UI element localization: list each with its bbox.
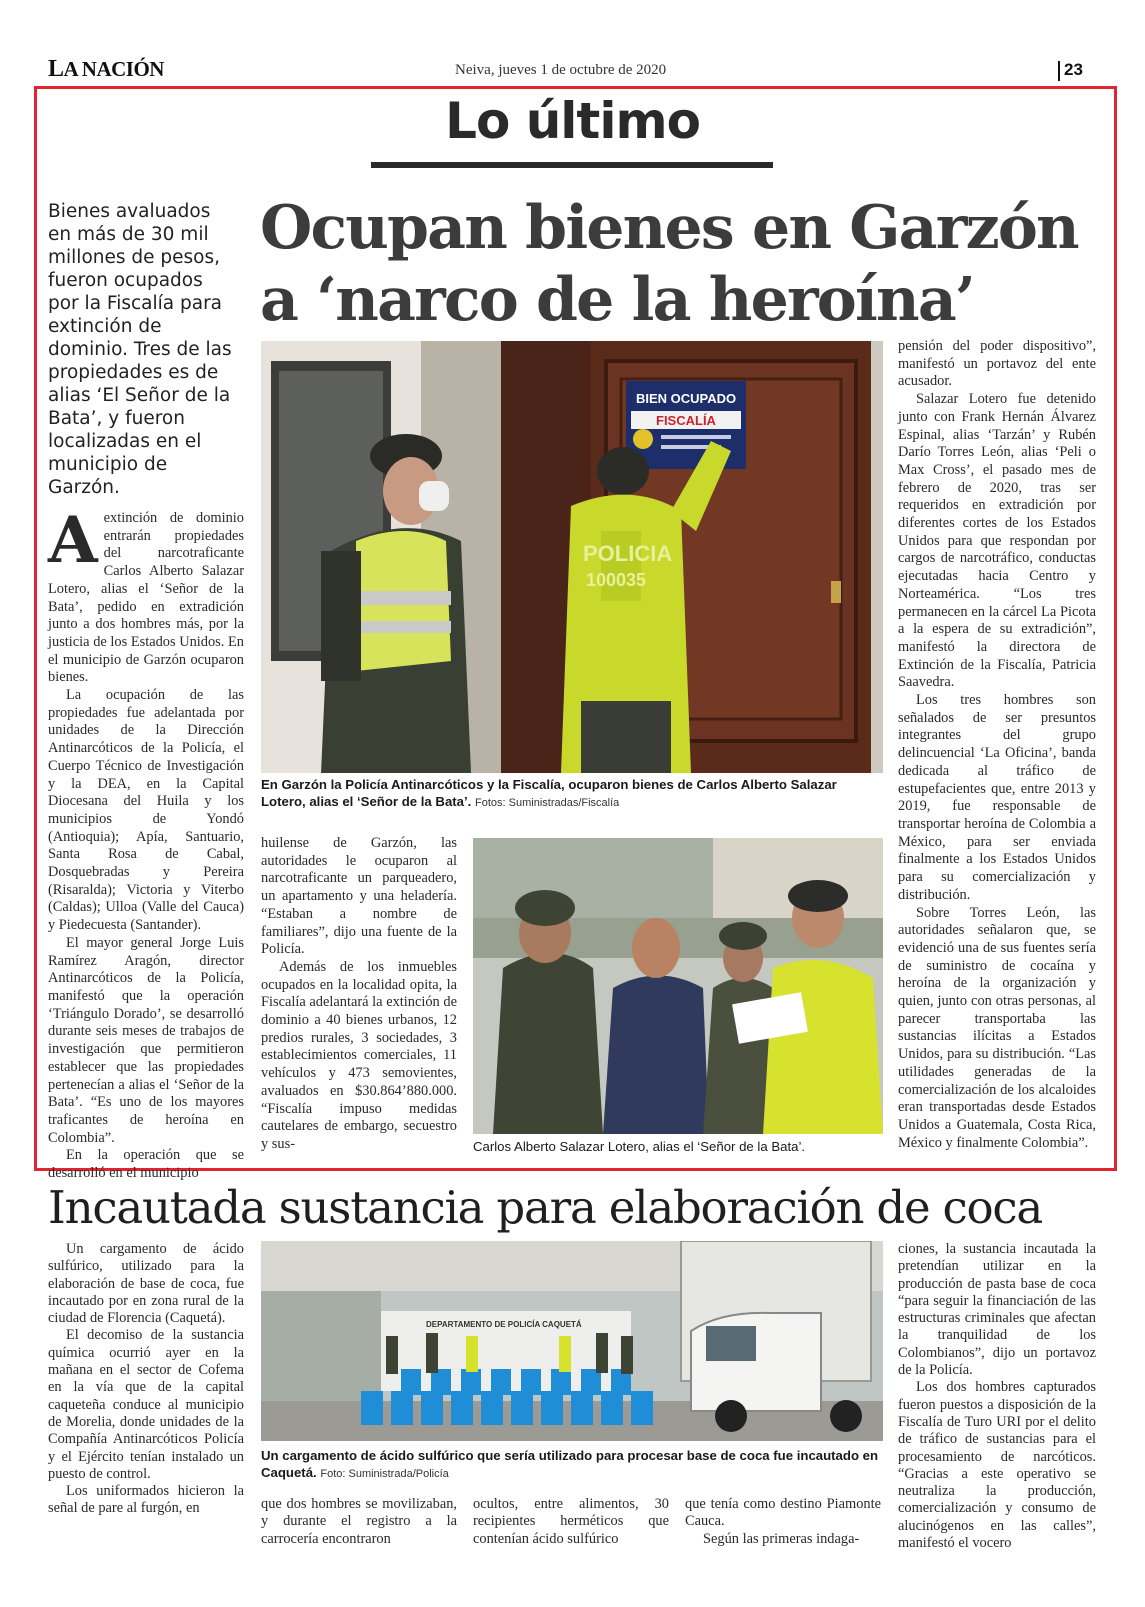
story-column-2 [261, 835, 457, 1154]
paragraph: Salazar Lotero fue detenido junto con Frank Hernán Álvarez Espinal, alias ‘Tarzán’ y Rubén Darío Torres León, alias ‘Peli o Max Cross’, el pasado mes de febrero de 2020, tras ser requeridos en extradición por diferentes cortes de los Estados Unidos para que respondan por cargos de narcotráfico, conductas ejecutadas hacia Centro y Norteamérica. “Los tres permanecen en la cárcel La Picota a la espera de su extradición”, manifestó la directora de Extinción de la Fiscalía, Patricia Saavedra. [898, 391, 1096, 691]
suspect-photo [473, 838, 883, 1134]
paragraph: Los dos hombres capturados fueron puestos a disposición de la Fiscalía de Turo URI por el delito de tráfico de sustancias para el procesamiento de narcóticos. “Gracias a este operativo se neutraliza la producción, comercialización y consumo de alucinógenos en las calles”, manifestó el vocero [898, 1379, 1096, 1552]
photo-caption-3: Un cargamento de ácido sulfúrico que sería utilizado para procesar base de coca fue incautado en Caquetá. Foto: Suministrada/Policía [261, 1448, 879, 1480]
drop-cap: A [48, 503, 98, 578]
second-story-column-3 [473, 1496, 669, 1548]
paragraph: Aextinción de dominio entrarán propiedades del narcotraficante Carlos Alberto Salazar Lotero, alias el ‘Señor de la Bata’, pedido en extradición junto a dos hombres más, por la justicia de los Estados Unidos. En el municipio de Garzón ocuparon bienes. [48, 503, 244, 686]
sign-text-occupied: BIEN OCUPADO [636, 391, 737, 406]
story-headline: Ocupan bienes en Garzón a ‘narco de la heroína’ [260, 193, 1078, 335]
vest-text-number: 100035 [586, 570, 647, 590]
paragraph: pensión del poder dispositivo”, manifestó un portavoz del ente acusador. [898, 338, 1096, 390]
paragraph: La ocupación de las propiedades fue adelantada por unidades de la Dirección Antinarcóticos de la Policía, el Cuerpo Técnico de Investigación y la DEA, en la Capital Diocesana del Huila y los municipios de Yondó (Antioquia); Apía, Santuario, Santa Rosa de Cabal, Dosquebradas y Pereira (Risaralda); Victoria y Viterbo (Caldas); Ulloa (Valle del Cauca) y Piedecuesta (Santander). [48, 687, 244, 934]
section-rule [371, 162, 773, 168]
paragraph: Sobre Torres León, las autoridades señalaron que, se evidenció una de sus fuentes sería de suministro de cocaína y heroína de la organización y quien, junto con otras personas, al parecer transportaba las sustancias ilícitas a Estados Unidos, para su distribución. “Las utilidades generadas de la comercialización de los alcaloides eran transportadas desde Estados Unidos a Guatemala, Costa Rica, México y finalmente Colombia”. [898, 904, 1096, 1151]
second-story-column-4 [685, 1496, 881, 1548]
paragraph: Un cargamento de ácido sulfúrico, utilizado para la elaboración de base de coca, fue incautado por en zona rural de la ciudad de Florencia (Caquetá). [48, 1241, 244, 1327]
paragraph: Según las primeras indaga- [703, 1530, 860, 1547]
photo-credit: Foto: Suministrada/Policía [320, 1468, 449, 1480]
paragraph: El decomiso de la sustancia química ocurrió ayer en la mañana en el sector de Cofema en la vía que de la capital caqueteña conduce al municipio de Morelia, donde unidades de la Compañía Antinarcóticos Policía y el Ejército tenían instalado un puesto de control. [48, 1327, 244, 1482]
vest-text-policia: POLICIA [583, 541, 673, 566]
newspaper-logo: LA NACIÓN [48, 56, 164, 82]
second-story-headline: Incautada sustancia para elaboración de coca [48, 1181, 1043, 1234]
section-title: Lo último [445, 92, 700, 150]
photo-caption-1: En Garzón la Policía Antinarcóticos y la Fiscalía, ocuparon bienes de Carlos Alberto Salazar Lotero, alias el ‘Señor de la Bata’. Fotos: Suministradas/Fiscalía [261, 777, 837, 809]
paragraph: Los uniformados hicieron la señal de pare al furgón, en [48, 1483, 244, 1517]
photo-banner-text: DEPARTAMENTO DE POLICÍA CAQUETÁ [426, 1320, 582, 1329]
second-story-column-2 [261, 1496, 457, 1548]
paragraph: ocultos, entre alimentos, 30 recipientes herméticos que contenían ácido sulfúrico [473, 1496, 669, 1547]
page-number: 23 [1064, 60, 1083, 79]
issue-date: Neiva, jueves 1 de octubre de 2020 [455, 62, 667, 78]
paragraph: Los tres hombres son señalados de ser presuntos integrantes del grupo delincuencial ‘La Oficina’, banda dedicada al tráfico de estupefacientes que, entre 2013 y 2019, fue responsable de transportar heroína de Colombia a México, para ser enviada finalmente a los Estados Unidos para su comercialización y distribución. [898, 692, 1096, 903]
second-story-column-1 [48, 1241, 244, 1518]
paragraph: El mayor general Jorge Luis Ramírez Aragón, director Antinarcóticos de la Policía, manifestó que la operación ‘Triángulo Dorado’, se desarrolló durante seis meses de trabajos de investigación que permitieron establecer que las propiedades pertenecían a alias el ‘Señor de la Bata’. “Es uno de los mayores traficantes de heroína en Colombia”. [48, 934, 244, 1146]
photo-suspect [473, 838, 883, 1134]
story-column-1 [48, 503, 244, 1183]
sign-text-fiscalia: FISCALÍA [656, 413, 716, 428]
paragraph: huilense de Garzón, las autoridades le ocuparon al narcotraficante un parqueadero, un apartamento y una heladería. “Estaban a nombre de familiares”, dijo una fuente de la Policía. [261, 835, 457, 958]
photo-credit: Fotos: Suministradas/Fiscalía [475, 797, 620, 809]
paragraph: que tenía como destino Piamonte Cauca. [685, 1496, 881, 1530]
photo-police-seizure [261, 341, 883, 773]
paragraph: ciones, la sustancia incautada la pretendían utilizar en la producción de pasta base de coca “para seguir la financiación de las estructuras criminales que afectan la tranquilidad de los Colombianos”, dijo un portavoz de la Policía. [898, 1241, 1096, 1379]
paragraph: Además de los inmuebles ocupados en la localidad opita, la Fiscalía adelantará la extinción de dominio a 40 bienes urbanos, 12 predios rurales, 3 sociedades, 3 establecimientos comerciales, 11 vehículos y 473 semovientes, avaluados en $30.864’880.000. “Fiscalía impuso medidas cautelares de embargo, secuestro y sus- [261, 958, 457, 1152]
paragraph: En la operación que se desarrolló en el municipio [48, 1147, 244, 1182]
photo-acid-seizure [261, 1241, 883, 1441]
seizure-photo [261, 1241, 883, 1441]
second-story-column-5 [898, 1241, 1096, 1552]
story-column-3 [898, 338, 1096, 1152]
paragraph: que dos hombres se movilizaban, y durante el registro a la carrocería encontraron [261, 1496, 457, 1547]
photo-caption-2: Carlos Alberto Salazar Lotero, alias el ‘Señor de la Bata’. [473, 1139, 806, 1154]
police-door-photo [261, 341, 883, 773]
story-lead: Bienes avaluados en más de 30 mil millones de pesos, fueron ocupados por la Fiscalía para extinción de dominio. Tres de las propiedades es de alias ‘El Señor de la Bata’, y fueron localizadas en el municipio de Garzón. [48, 201, 232, 498]
